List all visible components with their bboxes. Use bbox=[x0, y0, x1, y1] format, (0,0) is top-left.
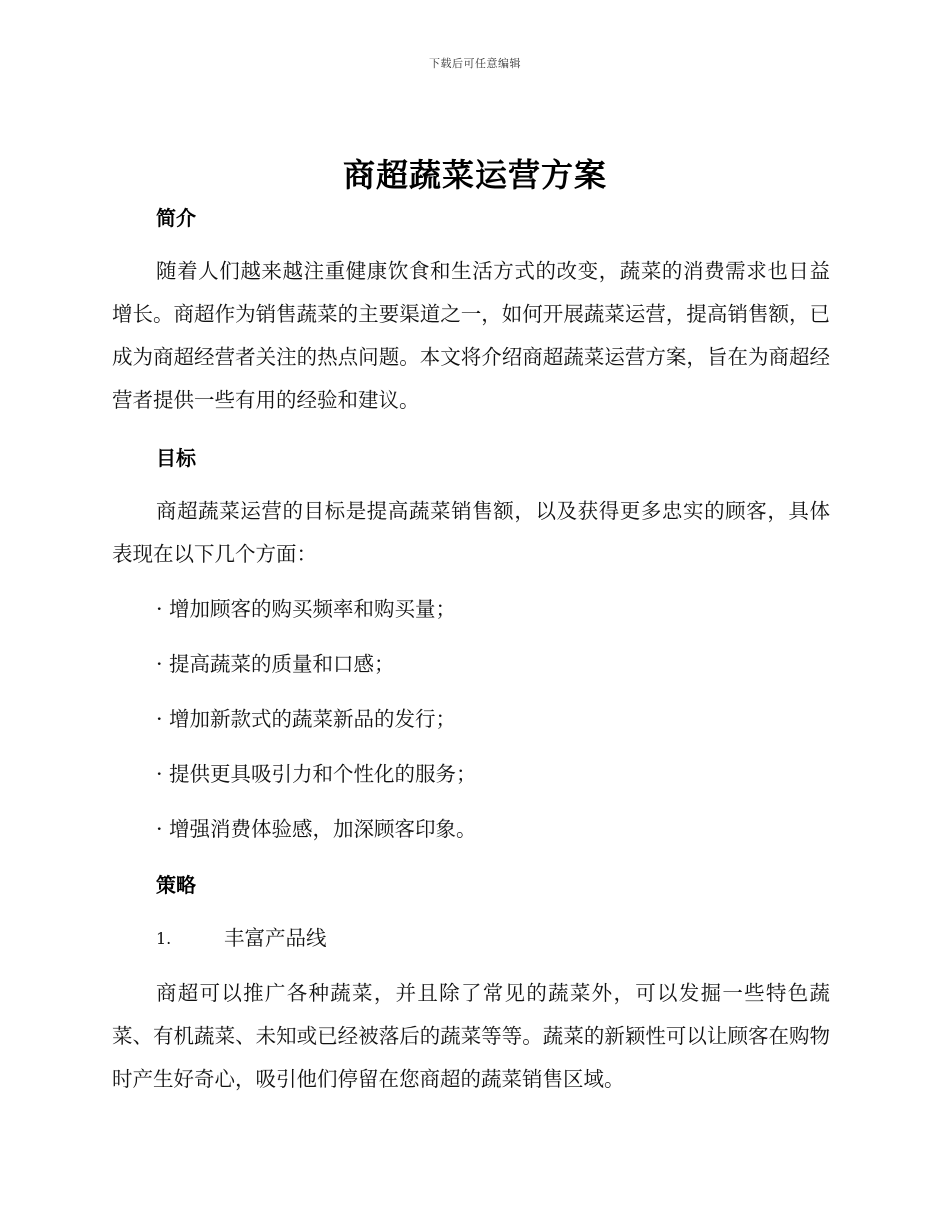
section-heading-intro: 简介 bbox=[156, 206, 196, 230]
goals-bullet-3: · 增加新款式的蔬菜新品的发行； bbox=[156, 707, 457, 731]
strategy-item-1 bbox=[156, 917, 830, 960]
section-heading-goals: 目标 bbox=[156, 446, 196, 470]
intro-paragraph: 随着人们越来越注重健康饮食和生活方式的改变，蔬菜的消费需求也日益增长。商超作为销售蔬菜的主要渠道之一，如何开展蔬菜运营，提高销售额，已成为商超经营者关注的热点问题。本文将介绍商超蔬菜运营方案，旨在为商超经营者提供一些有用的经验和建议。 bbox=[112, 259, 830, 412]
goals-paragraph: 商超蔬菜运营的目标是提高蔬菜销售额，以及获得更多忠实的顾客，具体表现在以下几个方面： bbox=[112, 499, 830, 566]
strategy-paragraph: 商超可以推广各种蔬菜，并且除了常见的蔬菜外，可以发掘一些特色蔬菜、有机蔬菜、未知或已经被落后的蔬菜等等。蔬菜的新颖性可以让顾客在购物时产生好奇心，吸引他们停留在您商超的蔬菜销售区域。 bbox=[112, 981, 830, 1091]
document-title: 商超蔬菜运营方案 bbox=[342, 156, 607, 194]
strategy-item-1-number: 1. bbox=[156, 929, 172, 948]
goals-bullet-1: · 增加顾客的购买频率和购买量； bbox=[156, 597, 457, 621]
goals-bullet-5: · 增强消费体验感，加深顾客印象。 bbox=[156, 817, 477, 841]
goals-bullet-4: · 提供更具吸引力和个性化的服务； bbox=[156, 762, 477, 786]
section-heading-strategy: 策略 bbox=[156, 873, 196, 897]
document-body bbox=[112, 200, 830, 1101]
strategy-item-1-title: 丰富产品线 bbox=[224, 926, 327, 950]
header-note: 下载后可任意编辑 bbox=[429, 57, 521, 70]
goals-bullet-2: · 提高蔬菜的质量和口感； bbox=[156, 652, 395, 676]
